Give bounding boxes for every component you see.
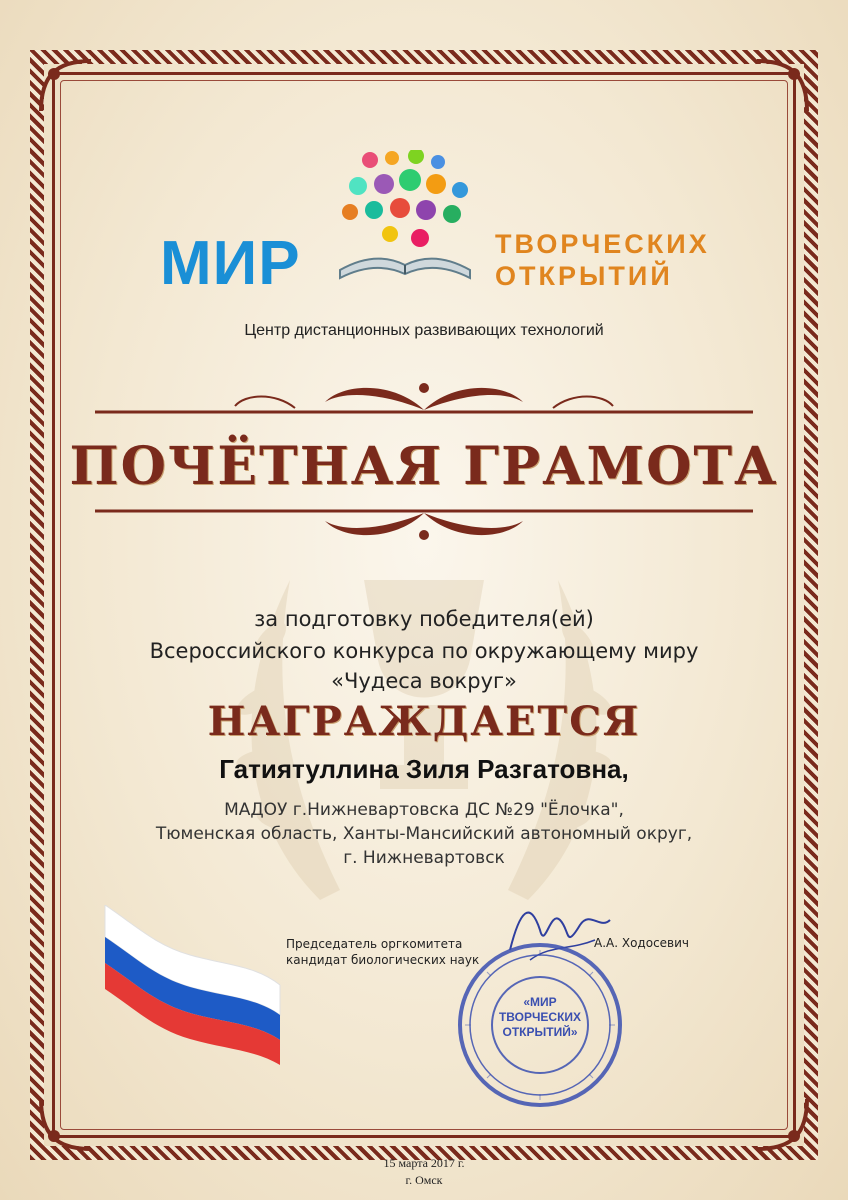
- issue-date: 15 марта 2017 г.: [383, 1156, 465, 1170]
- stamp-line-2: ТВОРЧЕСКИХ: [498, 1010, 582, 1024]
- issue-date-block: [0, 1155, 848, 1189]
- organization-line-3: г. Нижневартовск: [343, 848, 505, 868]
- reason-line-3: «Чудеса вокруг»: [331, 669, 517, 693]
- issue-city: г. Омск: [405, 1173, 443, 1187]
- organization-line-2: Тюменская область, Ханты-Мансийский автономный округ,: [155, 824, 693, 844]
- organization-logo: [160, 150, 710, 350]
- chairman-title: [286, 936, 479, 968]
- stamp-center-text: [455, 995, 625, 1040]
- corner-ornament-top-right: [752, 56, 812, 116]
- logo-subtitle: Центр дистанционных развивающих технологий: [244, 322, 604, 339]
- stamp-line-1: «МИР: [523, 995, 557, 1009]
- russian-flag-image: [95, 905, 285, 1065]
- corner-ornament-bottom-left: [36, 1094, 96, 1154]
- certificate-title: ПОЧЁТНАЯ ГРАМОТА: [69, 436, 779, 497]
- logo-tagline-line2: ОТКРЫТИЙ: [495, 261, 673, 291]
- reason-line-1: за подготовку победителя(ей): [254, 607, 594, 631]
- reason-line-2: Всероссийского конкурса по окружающему миру: [149, 639, 699, 663]
- awarded-heading: НАГРАЖДАЕТСЯ: [207, 698, 641, 745]
- recipient-name: Гатиятуллина Зиля Разгатовна,: [219, 754, 629, 784]
- stamp-line-3: ОТКРЫТИЙ»: [502, 1025, 578, 1039]
- corner-ornament-bottom-right: [752, 1094, 812, 1154]
- chairman-name: А.А. Ходосевич: [594, 936, 690, 950]
- chairman-degree: кандидат биологических наук: [286, 953, 480, 967]
- logo-tagline: [495, 228, 710, 292]
- logo-brand: МИР: [160, 229, 301, 298]
- title-ornament-bottom: [95, 505, 753, 551]
- logo-tagline-line1: ТВОРЧЕСКИХ: [495, 229, 710, 259]
- chairman-role: Председатель оргкомитета: [286, 937, 463, 951]
- title-ornament-top: [95, 372, 753, 418]
- organization-line-1: МАДОУ г.Нижневартовска ДС №29 "Ёлочка",: [224, 800, 624, 820]
- book-tree-icon: [330, 150, 480, 300]
- corner-ornament-top-left: [36, 56, 96, 116]
